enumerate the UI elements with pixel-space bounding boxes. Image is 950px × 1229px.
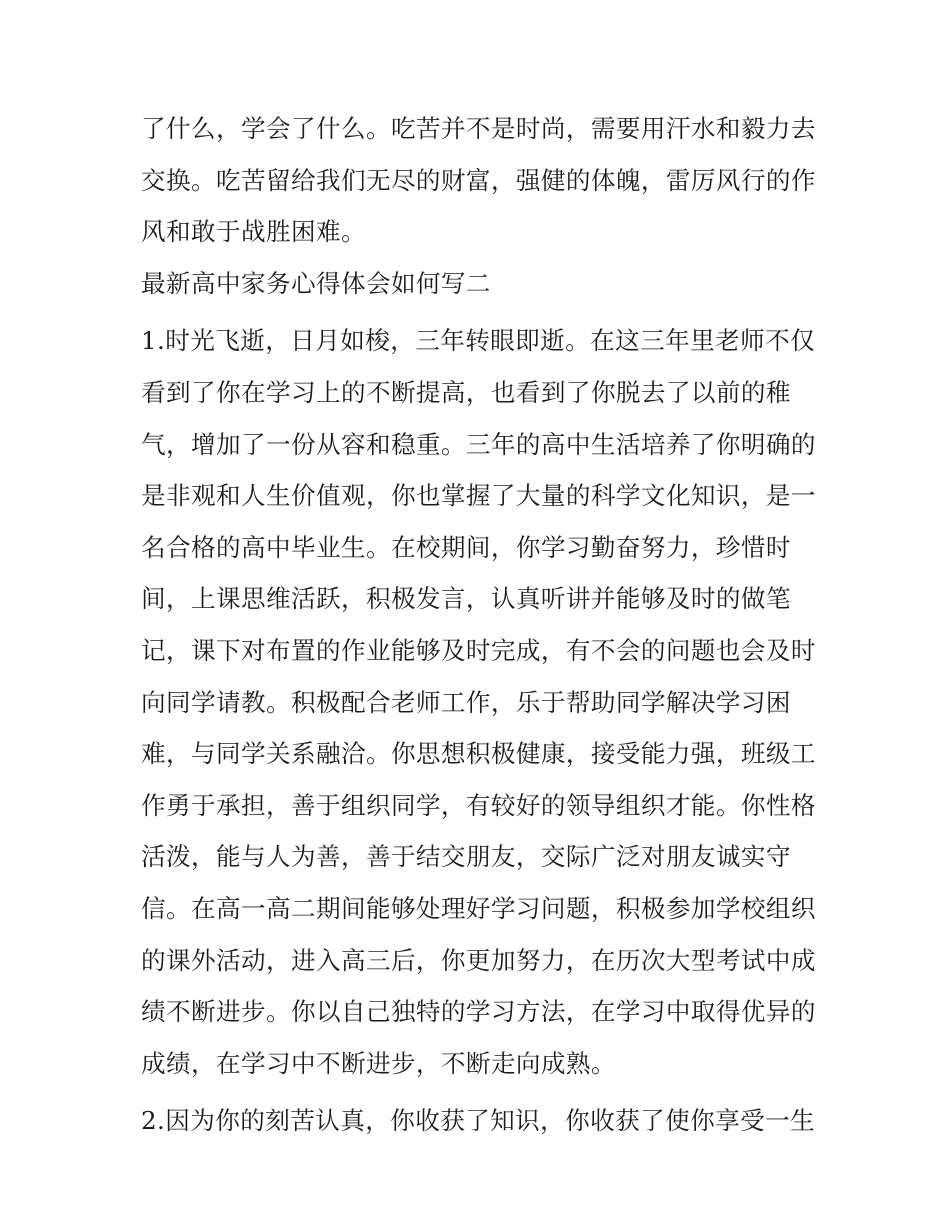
text-line: 交换。吃苦留给我们无尽的财富，强健的体魄，雷厉风行的作 (141, 165, 816, 195)
text-line: 记，课下对布置的作业能够及时完成，有不会的问题也会及时 (141, 635, 816, 665)
section-heading (141, 258, 816, 310)
text-line: 了什么，学会了什么。吃苦并不是时尚，需要用汗水和毅力去 (141, 114, 816, 143)
paragraph-2 (141, 1095, 816, 1147)
paragraph-intro (141, 103, 816, 258)
paragraph-1 (141, 315, 816, 1089)
text-line: 是非观和人生价值观，你也掌握了大量的科学文化知识，是一 (141, 481, 816, 511)
document-body (141, 103, 816, 1147)
text-line: 2.因为你的刻苦认真，你收获了知识，你收获了使你享受一生 (141, 1106, 816, 1136)
text-line: 绩不断进步。你以自己独特的学习方法，在学习中取得优异的 (141, 997, 816, 1027)
text-line: 作勇于承担，善于组织同学，有较好的领导组织才能。你性格 (141, 790, 816, 820)
text-line: 名合格的高中毕业生。在校期间，你学习勤奋努力，珍惜时 (141, 532, 791, 562)
text-line: 活泼，能与人为善，善于结交朋友，交际广泛对朋友诚实守 (141, 842, 791, 872)
text-line: 1.时光飞逝，日月如梭，三年转眼即逝。在这三年里老师不仅 (141, 326, 816, 356)
text-line: 看到了你在学习上的不断提高，也看到了你脱去了以前的稚 (141, 377, 791, 407)
heading-text: 最新高中家务心得体会如何写二 (141, 268, 491, 298)
text-line: 向同学请教。积极配合老师工作，乐于帮助同学解决学习困 (141, 687, 791, 717)
text-line: 间，上课思维活跃，积极发言，认真听讲并能够及时的做笔 (141, 584, 791, 614)
text-line: 的课外活动，进入高三后，你更加努力，在历次大型考试中成 (141, 945, 816, 975)
text-line: 信。在高一高二期间能够处理好学习问题，积极参加学校组织 (141, 893, 816, 923)
text-line: 气，增加了一份从容和稳重。三年的高中生活培养了你明确的 (141, 429, 816, 459)
text-line: 难，与同学关系融洽。你思想积极健康，接受能力强，班级工 (141, 739, 816, 769)
text-line: 成绩，在学习中不断进步，不断走向成熟。 (141, 1048, 616, 1078)
text-line: 风和敢于战胜困难。 (141, 217, 366, 247)
